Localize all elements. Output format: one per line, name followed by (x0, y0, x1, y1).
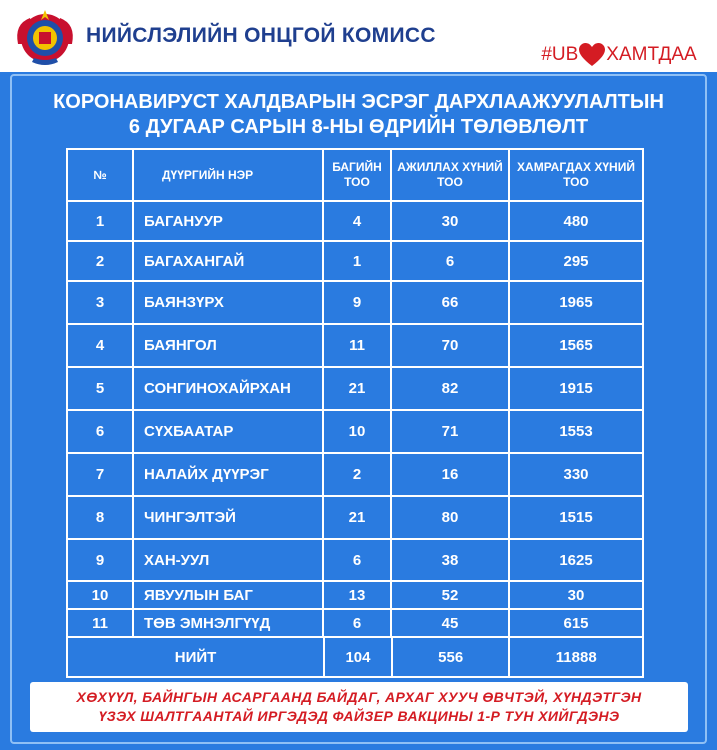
soyombo-emblem-icon (12, 4, 78, 68)
row-num: 6 (95, 423, 105, 440)
team-count: 13 (322, 582, 390, 608)
worker-count: 16 (390, 454, 508, 495)
header-covered-count: ХАМРАГДАХ ХҮНИЙ ТОО (508, 150, 642, 200)
vaccination-plan-table (66, 148, 644, 678)
team-count: 4 (322, 202, 390, 240)
notice-line-1: ХӨХҮҮЛ, БАЙНГЫН АСАРГААНД БАЙДАГ, АРХАГ ХУУЧ ӨВЧТЭЙ, ХҮНДЭТГЭН (76, 689, 642, 705)
row-num: 10 (91, 586, 109, 604)
hashtag-logo (528, 38, 710, 72)
worker-count: 70 (390, 325, 508, 366)
table-row (68, 538, 642, 580)
row-num: 9 (95, 551, 105, 569)
covered-count: 1625 (508, 540, 642, 580)
header-team-count: БАГИЙН ТОО (322, 150, 390, 200)
total-worker-count: 556 (391, 638, 509, 676)
table-row (68, 409, 642, 452)
covered-count: 1553 (508, 411, 642, 452)
table-row (68, 280, 642, 323)
district-name: ТӨВ ЭМНЭЛГҮҮД (132, 610, 322, 636)
row-num: 4 (95, 337, 105, 354)
district-name: БАГАНУУР (132, 202, 322, 240)
district-name: БАЯНГОЛ (132, 325, 322, 366)
covered-count: 330 (508, 454, 642, 495)
district-name: СОНГИНОХАЙРХАН (132, 368, 322, 409)
row-num: 1 (95, 212, 105, 230)
table-row (68, 200, 642, 240)
header-bar (0, 0, 717, 72)
team-count: 10 (322, 411, 390, 452)
team-count: 21 (322, 497, 390, 538)
table-header-row (68, 150, 642, 200)
covered-count: 1915 (508, 368, 642, 409)
header-num: № (93, 167, 107, 182)
team-count: 21 (322, 368, 390, 409)
header-district-name: ДҮҮРГИЙН НЭР (132, 150, 322, 200)
page-title (0, 90, 717, 140)
district-name: НАЛАЙХ ДҮҮРЭГ (132, 454, 322, 495)
table-row (68, 608, 642, 636)
total-label: НИЙТ (174, 648, 217, 666)
table-row (68, 323, 642, 366)
table-row (68, 240, 642, 280)
row-num: 7 (95, 466, 105, 483)
heart-icon (579, 43, 605, 67)
covered-count: 295 (508, 242, 642, 280)
covered-count: 615 (508, 610, 642, 636)
table-total-row (68, 636, 642, 676)
team-count: 11 (322, 325, 390, 366)
table-row (68, 495, 642, 538)
district-name: СҮХБААТАР (132, 411, 322, 452)
notice-banner (30, 682, 688, 732)
worker-count: 38 (390, 540, 508, 580)
hashtag-left-text: #UB (541, 44, 579, 65)
worker-count: 6 (390, 242, 508, 280)
covered-count: 480 (508, 202, 642, 240)
district-name: БАГАХАНГАЙ (132, 242, 322, 280)
organization-name: НИЙСЛЭЛИЙН ОНЦГОЙ КОМИСС (86, 24, 436, 47)
covered-count: 1565 (508, 325, 642, 366)
district-name: ЯВУУЛЫН БАГ (132, 582, 322, 608)
district-name: БАЯНЗҮРХ (132, 282, 322, 323)
title-line-2: 6 ДУГААР САРЫН 8-НЫ ӨДРИЙН ТӨЛӨВЛӨЛТ (128, 116, 589, 138)
row-num: 2 (95, 252, 105, 270)
covered-count: 1515 (508, 497, 642, 538)
worker-count: 71 (390, 411, 508, 452)
covered-count: 30 (508, 582, 642, 608)
team-count: 2 (322, 454, 390, 495)
team-count: 1 (322, 242, 390, 280)
district-name: ХАН-УУЛ (132, 540, 322, 580)
worker-count: 30 (390, 202, 508, 240)
table-body (68, 200, 642, 636)
team-count: 6 (322, 540, 390, 580)
team-count: 6 (322, 610, 390, 636)
table-row (68, 580, 642, 608)
row-num: 3 (95, 294, 105, 311)
total-team-count: 104 (323, 638, 391, 676)
table-row (68, 366, 642, 409)
total-covered-count: 11888 (508, 638, 642, 676)
table-row (68, 452, 642, 495)
notice-line-2: ҮЗЭХ ШАЛТГААНТАЙ ИРГЭДЭД ФАЙЗЕР ВАКЦИНЫ 1-Р ТУН ХИЙГДЭНЭ (98, 708, 620, 724)
header-worker-count: АЖИЛЛАХ ХҮНИЙ ТОО (390, 150, 508, 200)
worker-count: 45 (390, 610, 508, 636)
worker-count: 82 (390, 368, 508, 409)
district-name: ЧИНГЭЛТЭЙ (132, 497, 322, 538)
row-num: 11 (92, 614, 108, 632)
row-num: 5 (95, 380, 105, 397)
covered-count: 1965 (508, 282, 642, 323)
worker-count: 52 (390, 582, 508, 608)
hashtag-right-text: ХАМТДАА (606, 44, 697, 65)
row-num: 8 (95, 509, 105, 526)
title-line-1: КОРОНАВИРУСТ ХАЛДВАРЫН ЭСРЭГ ДАРХЛААЖУУЛАЛТЫН (53, 91, 664, 113)
worker-count: 80 (390, 497, 508, 538)
worker-count: 66 (390, 282, 508, 323)
team-count: 9 (322, 282, 390, 323)
